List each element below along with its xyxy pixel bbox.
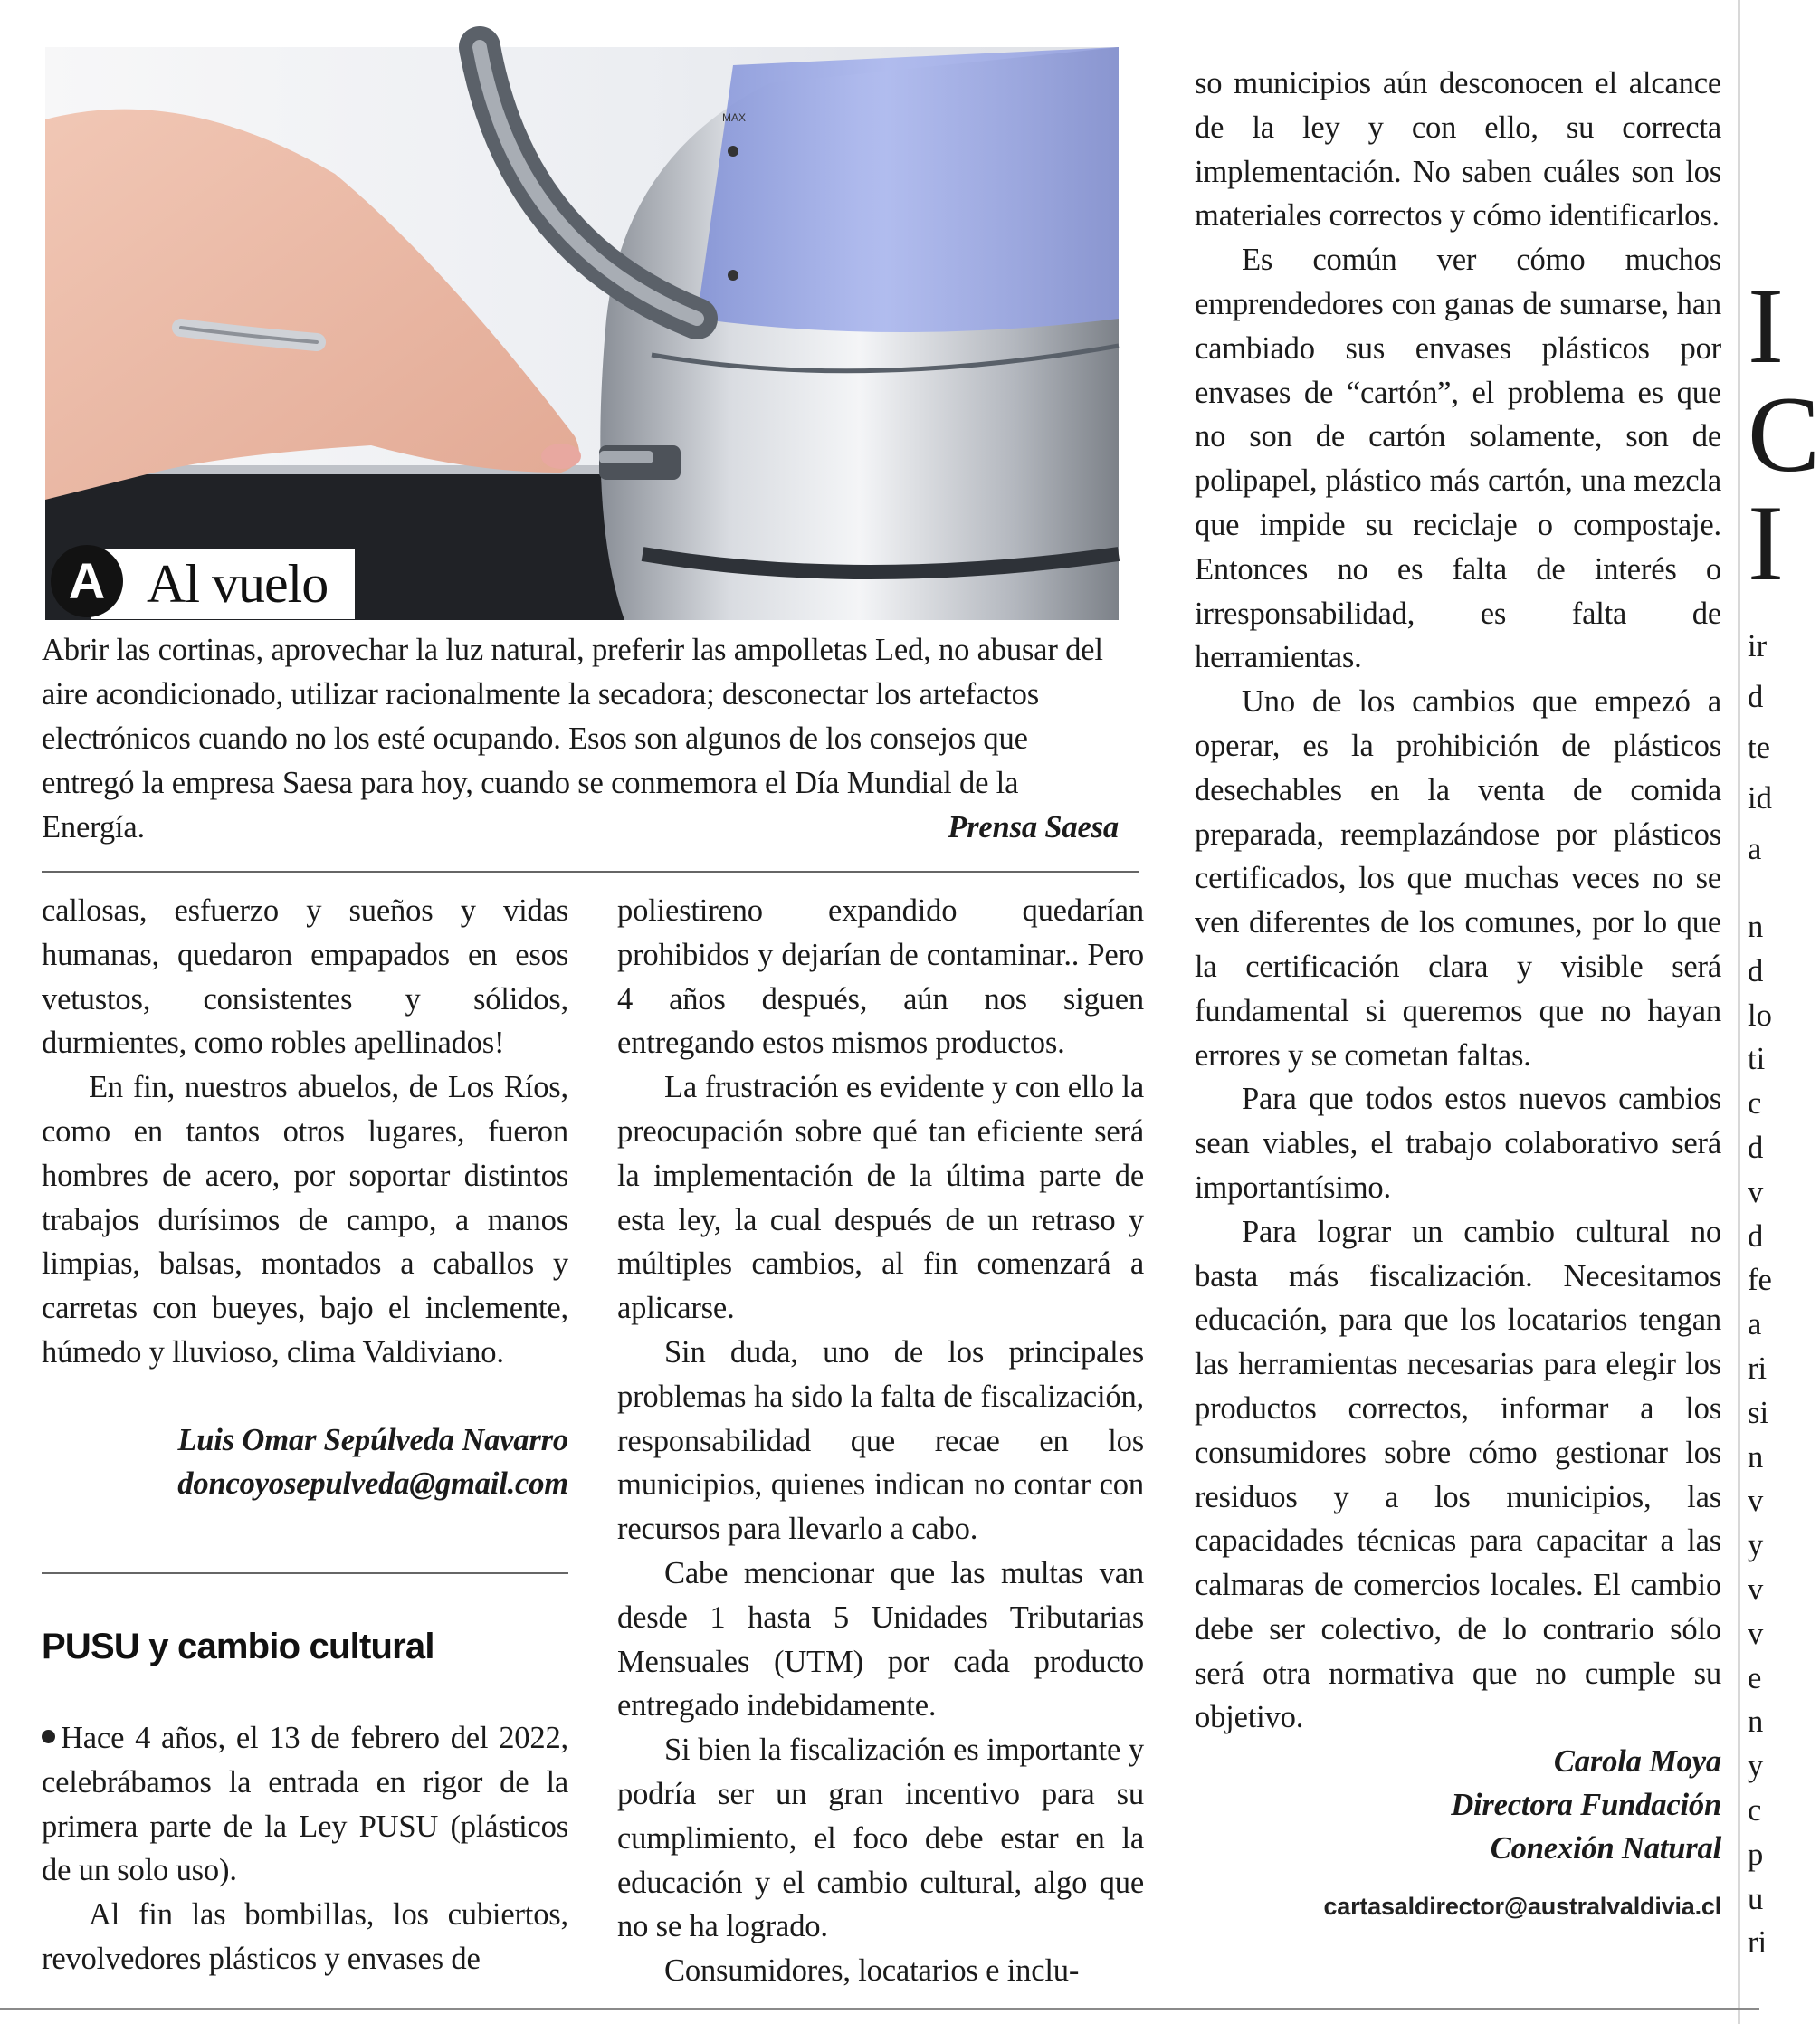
edge-fragment: fe <box>1748 1263 1772 1298</box>
bullet-icon <box>42 1730 55 1743</box>
letter2-heading: PUSU y cambio cultural <box>42 1627 434 1666</box>
caption-divider <box>42 871 1139 873</box>
letter2-paragraph: Para que todos estos nuevos cambios sean viables, el trabajo colaborativo será importantísimo. <box>1195 1082 1721 1205</box>
max-mark: MAX <box>722 111 747 124</box>
edge-fragment: d <box>1748 953 1764 988</box>
caption-text: Abrir las cortinas, aprovechar la luz natural, preferir las ampolletas Led, no abusar del aire acondicionado, utilizar racionalmente la secadora; desconectar los artefactos electrónicos cuando no los esté ocupando. Esos son algunos de los consejos que entregó la empresa Saesa para hoy, cuando se conmemora el Día Mundial de la Energía. <box>42 633 1103 845</box>
letter2-paragraph: Cabe mencionar que las multas van desde 1 hasta 5 Unidades Tributarias Mensuales (UTM) por cada producto entregado indebidamente. <box>617 1555 1144 1723</box>
letter2-paragraph <box>42 1716 568 1893</box>
edge-fragment: v <box>1748 1174 1764 1209</box>
letter2-column-1 <box>42 1716 568 1981</box>
letter2-paragraph: Sin duda, uno de los principales problemas ha sido la falta de fiscalización, responsabilidad que recae en los municipios, quienes indican no contar con recursos para llevarlo a cabo. <box>617 1334 1144 1547</box>
edge-fragment: y <box>1748 1528 1764 1563</box>
letter-divider <box>42 1572 568 1574</box>
caption-credit: Prensa Saesa <box>948 810 1119 845</box>
letter2-signature-role: Directora Fundación <box>1451 1788 1721 1823</box>
letter2-paragraph: Consumidores, locatarios e inclu- <box>664 1953 1080 1989</box>
letter2-paragraph: Si bien la fiscalización es importante y podría ser un gran incentivo para su cumplimiento, el foco debe estar en la educación y el cambio cultural, algo que no se ha logrado. <box>617 1733 1144 1944</box>
letter1-signature-email: doncoyosepulveda@gmail.com <box>177 1465 568 1501</box>
letter2-paragraph: Uno de los cambios que empezó a operar, es la prohibición de plásticos desechables en la venta de comida preparada, reemplazándose por plásticos certificados, los que muchas veces no se ven diferentes de los comunes, por lo que la certificación clara y visible será fundamental si queremos que no hayan errores y se cometan faltas. <box>1195 684 1721 1073</box>
letter1-signature-name: Luis Omar Sepúlveda Navarro <box>177 1422 568 1457</box>
edge-fragment: d <box>1748 1218 1764 1254</box>
edge-fragment: d <box>1748 1131 1764 1165</box>
edge-fragment: p <box>1748 1837 1764 1872</box>
edge-fragment: ir <box>1748 629 1768 664</box>
edge-big-letter: I <box>1748 265 1784 386</box>
edge-fragment: te <box>1748 730 1770 765</box>
kettle-illustration <box>45 47 1119 620</box>
letter2-paragraph: La frustración es evidente y con ello la preocupación sobre qué tan eficiente será la implementación de la última parte de esta ley, la cual después de un retraso y múltiples cambios, al fin comenzará a aplicarse. <box>617 1070 1144 1326</box>
edge-fragment: ri <box>1748 1925 1768 1961</box>
edge-fragment: u <box>1748 1881 1764 1916</box>
edge-big-letter: I <box>1748 482 1784 603</box>
edge-fragment: v <box>1748 1572 1764 1607</box>
editor-email[interactable]: cartasaldirector@australvaldivia.cl <box>1323 1893 1721 1921</box>
edge-fragment: d <box>1748 680 1764 714</box>
letter1-paragraph: callosas, esfuerzo y sueños y vidas humanas, quedaron empapados en esos vetustos, consistentes y sólidos, durmientes, como robles apellinados! <box>42 893 568 1061</box>
edge-fragment: e <box>1748 1660 1762 1695</box>
edge-fragment: n <box>1748 910 1764 944</box>
edge-fragment: c <box>1748 1086 1762 1122</box>
letter2-paragraph: Para lograr un cambio cultural no basta más fiscalización. Necesitamos educación, para que los locatarios tengan las herramientas necesarias para elegir los productos correctos, informar a los consumidores sobre cómo gestionar los residuos y a los municipios, las capacidades técnicas para capacitar a las calmaras de comercios locales. El cambio debe ser colectivo, de lo contrario sólo será otra normativa que no cumple su objetivo. <box>1195 1214 1721 1735</box>
edge-fragment: v <box>1748 1616 1764 1651</box>
letter2-paragraph: so municipios aún desconocen el alcance de la ley y con ello, su correcta implementación. No saben cuáles son los materiales correctos y cómo identificarlos. <box>1195 66 1721 234</box>
letter2-signature-name: Carola Moya <box>1553 1744 1721 1780</box>
edge-fragment: c <box>1748 1793 1762 1828</box>
edge-fragment: id <box>1748 781 1772 816</box>
edge-fragment: y <box>1748 1749 1764 1784</box>
section-badge: A <box>51 545 123 617</box>
kettle-photo <box>45 47 1119 620</box>
adjacent-column-edge <box>1738 0 1820 2024</box>
letter2-paragraph: Al fin las bombillas, los cubiertos, revolvedores plásticos y envases de <box>42 1897 568 1976</box>
edge-fragment: v <box>1748 1484 1764 1519</box>
edge-fragment: lo <box>1748 998 1772 1033</box>
letter2-paragraph: Es común ver cómo muchos emprendedores con ganas de sumarse, han cambiado sus envases plásticos por envases de “cartón”, el problema es que no son de cartón solamente, son de polipapel, plástico más cartón, una mezcla que impide su reciclaje o compostaje. Entonces no es falta de interés o irresponsabilidad, es falta de herramientas. <box>1195 243 1721 675</box>
edge-fragment: si <box>1748 1395 1769 1430</box>
photo-caption <box>42 628 1119 850</box>
letter1-paragraph: En fin, nuestros abuelos, de Los Ríos, como en tantos otros lugares, fueron hombres de acero, por soportar distintos trabajos durísimos de campo, a manos limpias, balsas, montados a caballos y carretas con bueyes, bajo el inclemente, húmedo y lluvioso, clima Valdiviano. <box>42 1070 568 1370</box>
edge-fragment: a <box>1748 832 1762 866</box>
edge-big-letter: C <box>1748 374 1820 494</box>
column-1 <box>42 889 568 1505</box>
letter2-paragraph-text: Hace 4 años, el 13 de febrero del 2022, celebrábamos la entrada en rigor de la primera parte de la Ley PUSU (plásticos de un solo uso). <box>42 1721 568 1888</box>
letter2-column-3 <box>1195 62 1721 1929</box>
edge-fragment: n <box>1748 1439 1764 1475</box>
section-label: Al vuelo <box>91 549 355 619</box>
edge-fragment: a <box>1748 1307 1762 1342</box>
edge-fragment: ti <box>1748 1042 1766 1077</box>
letter2-paragraph: poliestireno expandido quedarían prohibidos y dejarían de contaminar.. Pero 4 años después, aún nos siguen entregando estos mismos productos. <box>617 893 1144 1061</box>
letter2-signature-org: Conexión Natural <box>1490 1831 1721 1866</box>
edge-fragment: ri <box>1748 1351 1768 1386</box>
edge-fragment: n <box>1748 1704 1764 1740</box>
letter2-column-2 <box>617 889 1144 1993</box>
page-bottom-rule <box>0 2008 1759 2010</box>
